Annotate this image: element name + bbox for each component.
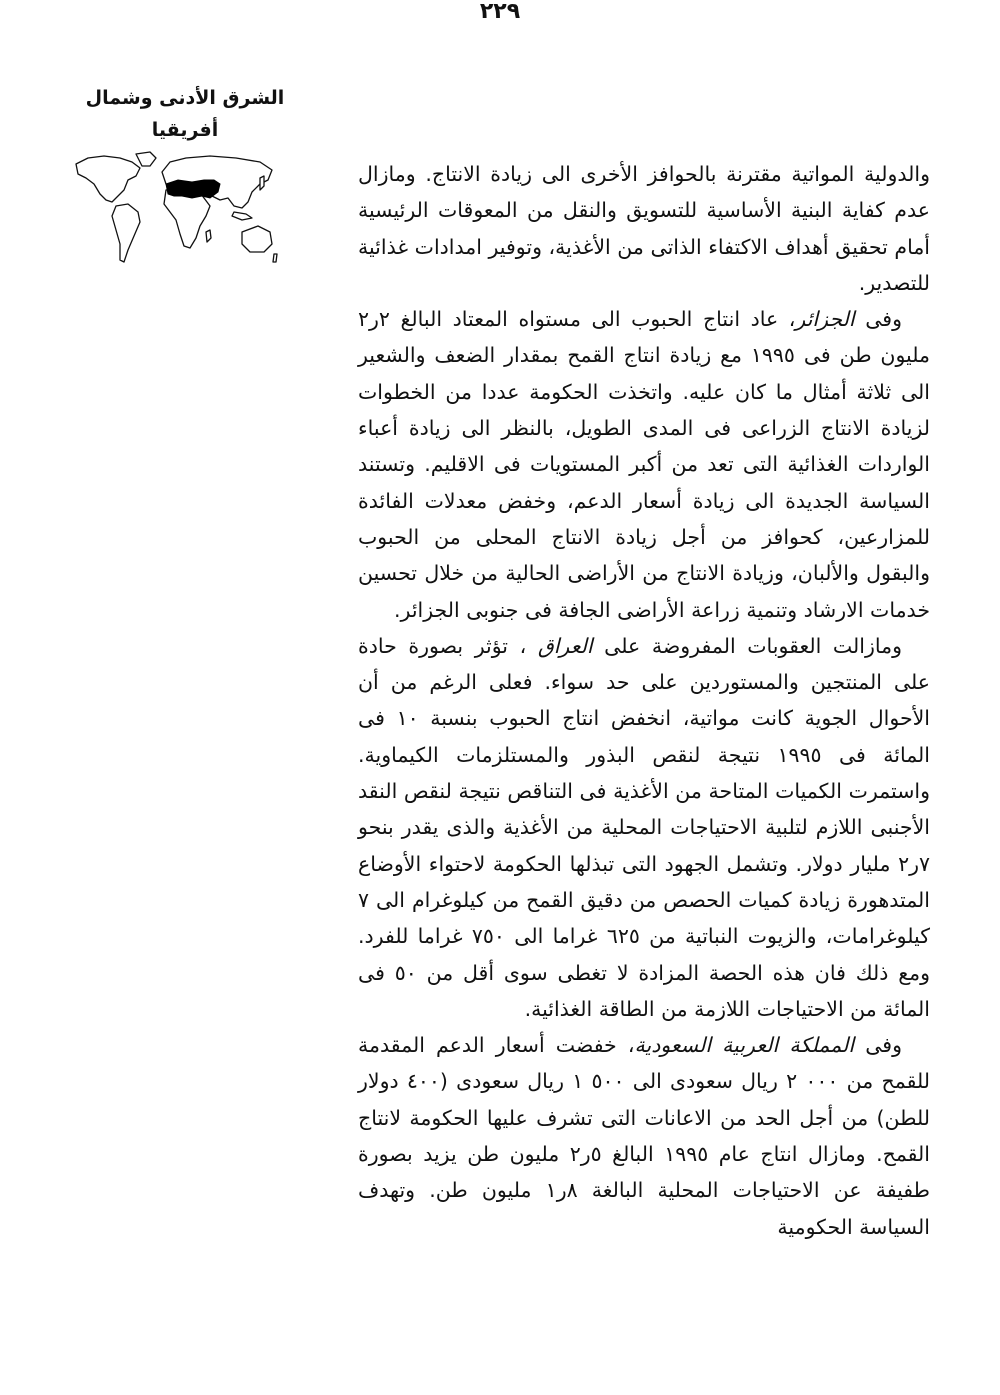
paragraph-iraq-text: ، تؤثر بصورة حادة على المنتجين والمستوردين على حد سواء. فعلى الرغم من أن الأحوال الجوية كانت مواتية، انخفض انتاج الحبوب بنسبة ١٠ فى المائة فى ١٩٩٥ نتيجة لنقص البذور والمستلزمات الكيماوية. واستمرت الكميات المتاحة من الأغذية فى التناقص نتيجة لنقص النقد الأجنبى اللازم لتلبية الاحتياجات المحلية من الأغذية والذى يقدر بنحو ٧ر٢ مليار دولار. وتشمل الجهود التى تبذلها الحكومة لاحتواء الأوضاع المتدهورة زيادة كميات الحصص من دقيق القمح من كيلوغرام الى ٧ كيلوغرامات، والزيوت النباتية من ٦٢٥ غراما الى ٧٥٠ غراما للفرد. ومع ذلك فان هذه الحصة المزادة لا تغطى سوى أقل من ٥٠ فى المائة من الاحتياجات اللازمة من الطاقة الغذائية. — [358, 633, 931, 1021]
region-title-line-1: الشرق الأدنى وشمال — [85, 87, 285, 109]
indonesia-shape — [232, 212, 252, 220]
paragraph-saudi-text: ، خفضت أسعار الدعم المقدمة للقمح من ٠٠٠ ٢ ريال سعودى الى ٥٠٠ ١ ريال سعودى (٤٠٠ دولار للطن) من أجل الحد من الاعانات التى تشرف عليها الحكومة لانتاج القمح. ومازال انتاج عام ١٩٩٥ البالغ ٥ر٢ مليون طن يزيد بصورة طفيفة عن الاحتياجات المحلية البالغة ٨ر١ مليون طن. وتهدف السياسة الحكومية — [358, 1033, 930, 1239]
country-algeria: الجزائر — [795, 307, 855, 332]
greenland-shape — [136, 152, 156, 166]
paragraph-1: والدولية المواتية مقترنة بالحوافز الأخرى الى زيادة الانتاج. ومازال عدم كفاية البنية الأساسية للتسويق والنقل من المعوقات الرئيسية أمام تحقيق أهداف الاكتفاء الذاتى من الأغذية، وتوفير امدادات غذائية للتصدير. — [358, 162, 930, 295]
madagascar-shape — [206, 230, 211, 242]
region-title — [60, 82, 310, 146]
country-iraq: العراق — [537, 633, 593, 658]
south-america-shape — [112, 204, 140, 262]
highlighted-region-near-east-north-africa — [166, 180, 220, 198]
paragraph-algeria-lead: وفى — [854, 307, 902, 332]
north-america-shape — [76, 156, 140, 202]
japan-shape — [260, 176, 264, 190]
paragraph-algeria — [358, 301, 930, 628]
region-title-line-2: أفريقيا — [151, 119, 219, 141]
paragraph-saudi-arabia — [358, 1027, 930, 1245]
page-number: ٢٢٩ — [479, 0, 521, 24]
paragraph-algeria-text: ، عاد انتاج الحبوب الى مستواه المعتاد البالغ ٢ر٢ مليون طن فى ١٩٩٥ مع زيادة انتاج القمح بمقدار الضعف والشعير الى ثلاثة أمثال ما كان عليه. واتخذت الحكومة عددا من الخطوات لزيادة الانتاج الزراعى فى المدى الطويل، بالنظر الى زيادة أعباء الواردات الغذائية التى تعد من أكبر المستويات فى الاقليم. وتستند السياسة الجديدة الى زيادة أسعار الدعم، وخفض معدلات الفائدة للمزارعين، كحوافز من أجل زيادة الانتاج المحلى من الحبوب والبقول والألبان، وزيادة الانتاج من الأراضى الحالية من خلال تحسين خدمات الارشاد وتنمية زراعة الأراضى الجافة فى جنوبى الجزائر. — [358, 307, 930, 622]
new-zealand-shape — [273, 254, 277, 262]
paragraph-iraq — [358, 628, 930, 1027]
paragraph-iraq-lead: ومازالت العقوبات المفروضة على — [592, 633, 902, 658]
australia-shape — [242, 226, 272, 252]
paragraph-saudi-lead: وفى — [854, 1033, 902, 1058]
world-map-icon — [70, 150, 280, 280]
country-saudi-arabia: المملكة العربية السعودية — [634, 1033, 855, 1058]
article-body — [358, 156, 930, 1245]
